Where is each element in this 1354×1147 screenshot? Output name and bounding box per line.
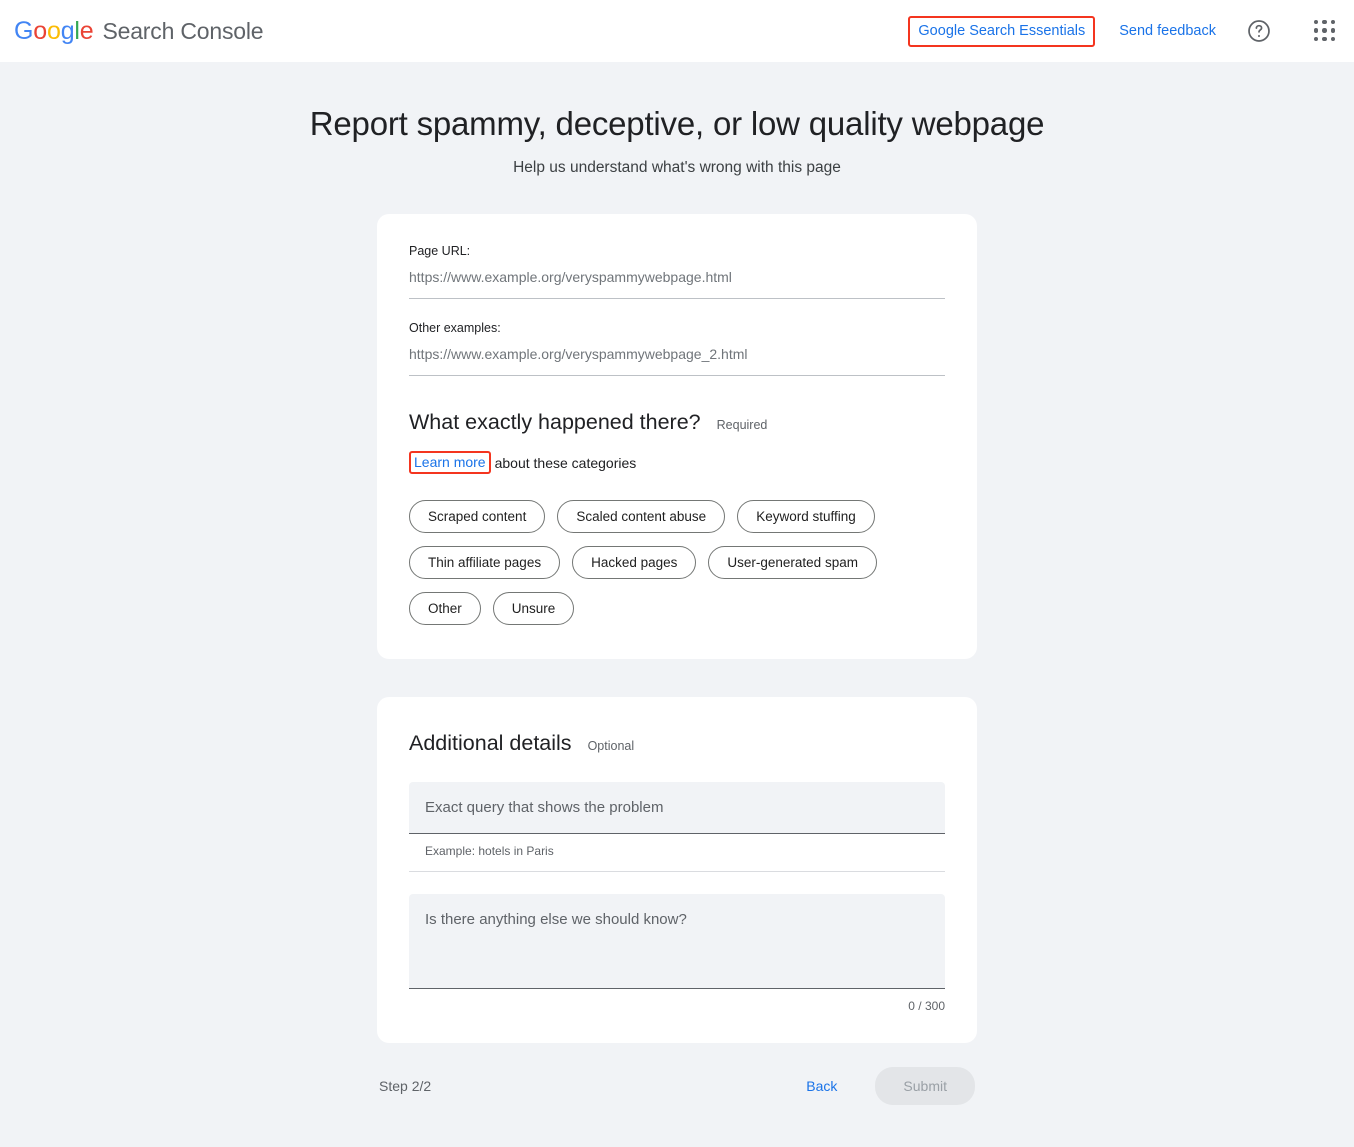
logo-letter-g1: G (14, 16, 34, 45)
other-examples-label: Other examples: (409, 321, 501, 335)
exact-query-input[interactable]: Exact query that shows the problem (409, 782, 945, 834)
additional-notes-textarea[interactable]: Is there anything else we should know? (409, 894, 945, 989)
chip-user-generated-spam[interactable]: User-generated spam (708, 546, 877, 579)
other-examples-field (409, 321, 945, 376)
step-indicator: Step 2/2 (379, 1078, 432, 1094)
form-footer (377, 1067, 977, 1105)
chip-thin-affiliate-pages[interactable]: Thin affiliate pages (409, 546, 560, 579)
google-search-essentials-highlight (908, 16, 1095, 47)
learn-more-row (409, 451, 945, 474)
chip-scaled-content-abuse[interactable]: Scaled content abuse (557, 500, 725, 533)
back-button[interactable]: Back (796, 1070, 847, 1102)
google-search-console-logo (14, 17, 263, 46)
learn-more-suffix: about these categories (494, 454, 637, 471)
report-details-card (377, 214, 977, 659)
page-url-field (409, 244, 945, 299)
page-body (0, 62, 1354, 1147)
chip-other[interactable]: Other (409, 592, 481, 625)
additional-details-card (377, 697, 977, 1043)
send-feedback-link[interactable]: Send feedback (1119, 23, 1216, 39)
logo-letter-l: l (74, 16, 80, 45)
apps-grid-icon[interactable] (1314, 20, 1336, 42)
chip-hacked-pages[interactable]: Hacked pages (572, 546, 696, 579)
chip-keyword-stuffing[interactable]: Keyword stuffing (737, 500, 875, 533)
header-actions (908, 16, 1336, 47)
app-header (0, 0, 1354, 62)
learn-more-link[interactable]: Learn more (414, 454, 486, 470)
additional-details-title: Additional details (409, 731, 572, 755)
character-counter: 0 / 300 (908, 999, 945, 1013)
logo-letter-o1: o (33, 16, 47, 45)
additional-details-heading (409, 731, 945, 756)
submit-button[interactable]: Submit (875, 1067, 975, 1105)
footer-buttons (796, 1067, 975, 1105)
page-title: Report spammy, deceptive, or low quality webpage (309, 105, 1045, 142)
learn-more-highlight (409, 451, 491, 474)
logo-letter-o2: o (46, 16, 61, 45)
question-heading (409, 410, 945, 435)
page-url-label: Page URL: (409, 244, 471, 258)
additional-details-optional-flag: Optional (587, 739, 635, 753)
logo-letter-g2: g (60, 16, 75, 45)
exact-query-hint: Example: hotels in Paris (409, 844, 945, 872)
question-required-flag: Required (716, 418, 768, 432)
google-search-essentials-link[interactable]: Google Search Essentials (918, 22, 1086, 39)
question-title: What exactly happened there? (409, 410, 701, 434)
page-url-value[interactable]: https://www.example.org/veryspammywebpage.html (409, 269, 945, 299)
category-chip-group (409, 500, 909, 625)
page-subtitle: Help us understand what's wrong with this page (513, 159, 841, 176)
chip-scraped-content[interactable]: Scraped content (409, 500, 545, 533)
logo-letter-e: e (79, 16, 94, 45)
help-circle-icon[interactable] (1246, 18, 1272, 44)
chip-unsure[interactable]: Unsure (493, 592, 575, 625)
other-examples-value[interactable]: https://www.example.org/veryspammywebpage_2.html (409, 346, 945, 376)
product-name: Search Console (102, 17, 264, 44)
